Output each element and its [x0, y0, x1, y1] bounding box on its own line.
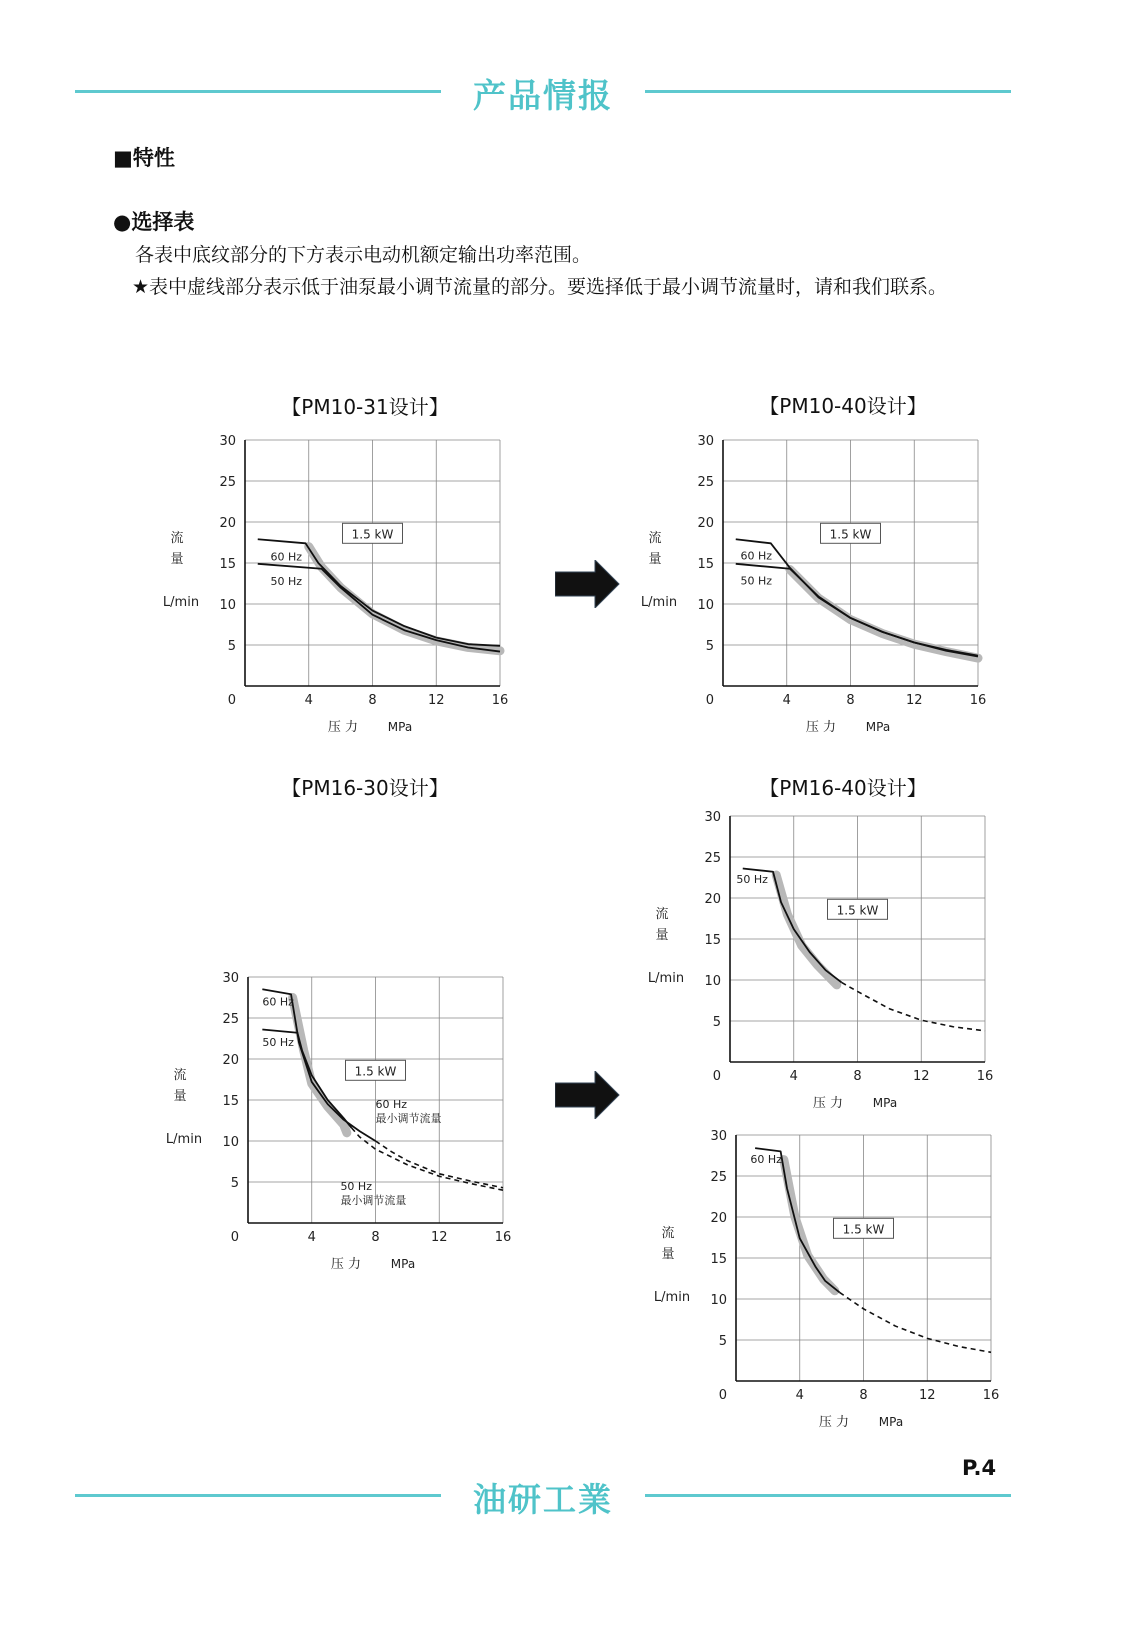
y-tick-label: 15: [710, 1252, 727, 1267]
x-tick-label: 16: [982, 1388, 1000, 1403]
x-tick-label: 12: [918, 1388, 936, 1403]
series-line-60hz: [736, 539, 978, 655]
x-axis-unit: MPa: [872, 1096, 898, 1110]
x-tick-label: 12: [430, 1230, 448, 1245]
y-tick-label: 5: [718, 1334, 727, 1349]
y-tick-label: 20: [697, 516, 714, 531]
y-tick-label: 25: [704, 851, 721, 866]
power-label: 1.5 kW: [842, 1222, 885, 1237]
x-tick-label: 16: [969, 693, 987, 708]
x-tick-label: 4: [307, 1230, 316, 1245]
x-tick-label: 12: [912, 1069, 930, 1084]
y-tick-label: 20: [710, 1211, 727, 1226]
series-label: 50 Hz: [740, 574, 773, 588]
y-axis-label: 流: [173, 1068, 187, 1083]
x-tick-label: 8: [859, 1388, 868, 1403]
power-label: 1.5 kW: [351, 527, 394, 542]
y-axis-label: L/min: [165, 1132, 203, 1147]
power-band: [776, 875, 837, 985]
y-axis-label: 量: [655, 928, 669, 943]
x-tick-label: 8: [371, 1230, 380, 1245]
y-tick-label: 15: [222, 1094, 239, 1109]
power-band: [309, 547, 500, 651]
y-tick-label: 25: [710, 1170, 727, 1185]
chart-pm16-30: [158, 967, 518, 1277]
series-label: 60 Hz: [270, 550, 303, 564]
chart-pm16-40-60hz: [646, 1125, 1006, 1435]
x-tick-label: 12: [427, 693, 445, 708]
x-axis-unit: MPa: [865, 720, 891, 734]
y-axis-label: L/min: [653, 1290, 691, 1305]
series-label: 60 Hz: [740, 549, 773, 563]
y-tick-label: 30: [710, 1129, 727, 1144]
title-pm10-40: 【PM10-40设计】: [759, 394, 927, 418]
x-tick-label: 8: [846, 693, 855, 708]
x-tick-label: 8: [368, 693, 377, 708]
header-line-right: [645, 90, 1011, 93]
y-tick-label: 20: [222, 1053, 239, 1068]
power-label: 1.5 kW: [836, 903, 879, 918]
y-tick-label: 10: [704, 974, 721, 989]
y-axis-label: 流: [648, 531, 662, 546]
x-axis-label: 压 力: [812, 1096, 844, 1111]
footer-brand: 油研工業: [473, 1480, 613, 1519]
y-axis-label: L/min: [640, 595, 678, 610]
chart-pm16-40-50hz: [640, 806, 1000, 1116]
series-line-50hz: [842, 982, 985, 1030]
x-tick-label: 12: [905, 693, 923, 708]
y-tick-label: 10: [219, 598, 236, 613]
x-tick-label: 16: [491, 693, 509, 708]
y-tick-label: 15: [704, 933, 721, 948]
page-title: 产品情报: [473, 76, 613, 115]
y-tick-label: 0: [705, 693, 714, 708]
y-tick-label: 0: [718, 1388, 727, 1403]
arrow-right-icon: [555, 560, 621, 608]
y-tick-label: 20: [704, 892, 721, 907]
y-tick-label: 30: [222, 971, 239, 986]
title-pm16-40: 【PM16-40设计】: [759, 776, 927, 800]
chart-pm10-31: [155, 430, 515, 740]
annotation-label: 最小调节流量: [375, 1112, 442, 1126]
y-axis-label: 量: [648, 552, 662, 567]
title-pm10-31: 【PM10-31设计】: [281, 395, 449, 419]
series-line-60hz: [840, 1292, 991, 1352]
x-tick-label: 4: [789, 1069, 798, 1084]
series-label: 60 Hz: [262, 995, 294, 1009]
y-axis-label: 量: [170, 552, 184, 567]
y-axis-label: L/min: [647, 971, 685, 986]
title-pm16-30: 【PM16-30设计】: [281, 776, 449, 800]
y-axis-label: 流: [170, 531, 184, 546]
footer-line-right: [645, 1494, 1011, 1497]
power-label: 1.5 kW: [829, 527, 872, 542]
x-axis-unit: MPa: [878, 1415, 904, 1429]
power-band: [784, 1160, 835, 1291]
footer-line-left: [75, 1494, 441, 1497]
y-tick-label: 0: [230, 1230, 239, 1245]
section-selection: ●选择表: [113, 210, 195, 234]
y-tick-label: 15: [219, 557, 236, 572]
series-label: 50 Hz: [262, 1035, 294, 1049]
x-axis-label: 压 力: [327, 720, 359, 735]
y-tick-label: 30: [219, 434, 236, 449]
x-tick-label: 8: [853, 1069, 862, 1084]
annotation-label: 60 Hz: [375, 1098, 408, 1112]
description-line-2: ★表中虚线部分表示低于油泵最小调节流量的部分。要选择低于最小调节流量时，请和我们联系。: [132, 276, 948, 298]
y-axis-label: 量: [173, 1089, 187, 1104]
y-tick-label: 30: [697, 434, 714, 449]
x-axis-label: 压 力: [805, 720, 837, 735]
x-tick-label: 4: [795, 1388, 804, 1403]
y-axis-label: 流: [661, 1226, 675, 1241]
x-tick-label: 16: [494, 1230, 512, 1245]
y-tick-label: 10: [710, 1293, 727, 1308]
y-tick-label: 5: [230, 1176, 239, 1191]
y-tick-label: 20: [219, 516, 236, 531]
y-tick-label: 10: [697, 598, 714, 613]
y-tick-label: 0: [227, 693, 236, 708]
y-tick-label: 5: [227, 639, 236, 654]
y-tick-label: 5: [712, 1015, 721, 1030]
annotation-label: 最小调节流量: [340, 1194, 407, 1208]
x-tick-label: 16: [976, 1069, 994, 1084]
y-tick-label: 25: [697, 475, 714, 490]
y-axis-label: 量: [661, 1247, 675, 1262]
description-line-1: 各表中底纹部分的下方表示电动机额定输出功率范围。: [135, 244, 592, 266]
y-tick-label: 25: [222, 1012, 239, 1027]
series-line-50hz: [352, 1128, 503, 1190]
series-line-50hz: [736, 564, 978, 657]
x-axis-label: 压 力: [818, 1415, 850, 1430]
y-tick-label: 0: [712, 1069, 721, 1084]
y-tick-label: 25: [219, 475, 236, 490]
annotation-label: 50 Hz: [340, 1180, 372, 1194]
y-tick-label: 10: [222, 1135, 239, 1150]
y-tick-label: 5: [705, 639, 714, 654]
section-characteristics: ■特性: [113, 146, 175, 170]
page-number: P.4: [962, 1456, 997, 1480]
y-tick-label: 30: [704, 810, 721, 825]
x-tick-label: 4: [782, 693, 791, 708]
x-axis-label: 压 力: [330, 1257, 362, 1272]
x-axis-unit: MPa: [387, 720, 413, 734]
power-label: 1.5 kW: [354, 1064, 397, 1079]
y-axis-label: L/min: [162, 595, 200, 610]
series-label: 50 Hz: [736, 873, 768, 887]
x-tick-label: 4: [304, 693, 313, 708]
series-label: 50 Hz: [270, 575, 303, 589]
y-tick-label: 15: [697, 557, 714, 572]
y-axis-label: 流: [655, 907, 669, 922]
header-line-left: [75, 90, 441, 93]
series-label: 60 Hz: [750, 1152, 782, 1166]
chart-pm10-40: [633, 430, 993, 740]
x-axis-unit: MPa: [390, 1257, 416, 1271]
arrow-right-icon: [555, 1071, 621, 1119]
